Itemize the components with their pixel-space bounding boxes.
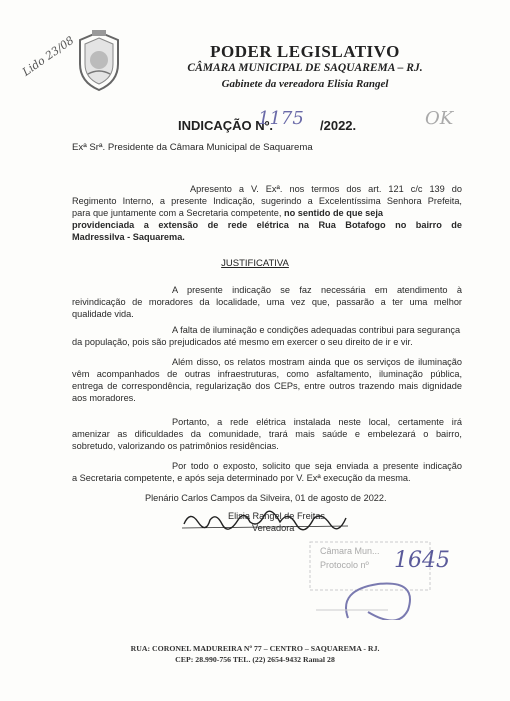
p1-line: Madressilva - Saquarema. bbox=[72, 232, 185, 242]
p1-line bbox=[72, 207, 462, 219]
protocol-number: 1645 bbox=[394, 548, 450, 573]
p6-line: a Secretaria competente, e após seja determinado por V. Exª execução da mesma. bbox=[72, 473, 411, 483]
indicacao-number: 1175 bbox=[258, 108, 304, 129]
indicacao-label: INDICAÇÃO Nº. bbox=[178, 118, 274, 133]
footer-contact: CEP: 28.990-756 TEL. (22) 2654-9432 Ramal 28 bbox=[175, 655, 335, 664]
p5-line: amenizar as dificuldades da comunidade, trará mais saúde e embelezará o bairro, bbox=[72, 429, 462, 439]
p6-line: Por todo o exposto, solicito que seja enviada a presente indicação bbox=[172, 461, 462, 471]
p2-line: A presente indicação se faz necessária em atendimento à bbox=[172, 285, 462, 295]
p1-line: Regimento Interno, a presente Indicação, sugerindo a Excelentíssima Senhora Prefeita, bbox=[72, 196, 462, 206]
stamp-line-1: Câmara Mun... bbox=[320, 546, 380, 556]
header-office: Gabinete da vereadora Elisia Rangel bbox=[221, 78, 389, 90]
salutation: Exª Srª. Presidente da Câmara Municipal de Saquarema bbox=[72, 142, 313, 153]
signer-name: Elisia Rangel de Freitas bbox=[228, 511, 326, 521]
place-date: Plenário Carlos Campos da Silveira, 01 de agosto de 2022. bbox=[145, 493, 387, 503]
p3-line: A falta de iluminação e condições adequadas contribui para segurança bbox=[172, 325, 461, 335]
header-subtitle: CÂMARA MUNICIPAL DE SAQUAREMA – RJ. bbox=[187, 62, 423, 74]
p5-line: Portanto, a rede elétrica instalada neste local, certamente irá bbox=[172, 417, 462, 427]
stamp-line-2: Protocolo nº bbox=[320, 560, 369, 570]
p4-line: entrega de correspondência, regularização dos CEPs, entre outros trazendo mais dignidade bbox=[72, 381, 462, 391]
indicacao-year: /2022. bbox=[320, 118, 357, 133]
handwritten-note: Lido 23/08 bbox=[20, 33, 77, 79]
p1-line-part: para que juntamente com a Secretaria competente, bbox=[72, 208, 284, 218]
p4-line: vêm acompanhados de outras infraestruturas, como asfaltamento, iluminação pública, bbox=[72, 369, 462, 379]
municipal-seal-icon bbox=[74, 30, 124, 92]
p1-line: providenciada a extensão de rede elétrica na Rua Botafogo no bairro de bbox=[72, 220, 462, 230]
p2-line: qualidade vida. bbox=[72, 309, 134, 319]
p1-line: Apresento a V. Exª. nos termos dos art. 121 c/c 139 do bbox=[190, 184, 462, 194]
p4-line: Além disso, os relatos mostram ainda que os serviços de iluminação bbox=[172, 357, 462, 367]
footer-address: RUA: CORONEL MADUREIRA Nº 77 – CENTRO – SAQUAREMA - RJ. bbox=[130, 644, 380, 653]
justificativa-heading: JUSTIFICATIVA bbox=[221, 258, 289, 269]
header-title: PODER LEGISLATIVO bbox=[210, 42, 400, 61]
p2-line: reivindicação de moradores da localidade, uma vez que, passarão a ter uma melhor bbox=[72, 297, 462, 307]
p1-line-bold: no sentido de que seja bbox=[283, 208, 383, 218]
signer-role: Vereadora bbox=[252, 523, 295, 533]
p5-line: sobretudo, valorizando os patrimônios residências. bbox=[72, 441, 279, 451]
p4-line: aos moradores. bbox=[72, 393, 136, 403]
p3-line: da população, pois são prejudicados até mesmo em exercer o seu direito de ir e vir. bbox=[72, 337, 413, 347]
ok-mark: OK bbox=[425, 108, 454, 129]
